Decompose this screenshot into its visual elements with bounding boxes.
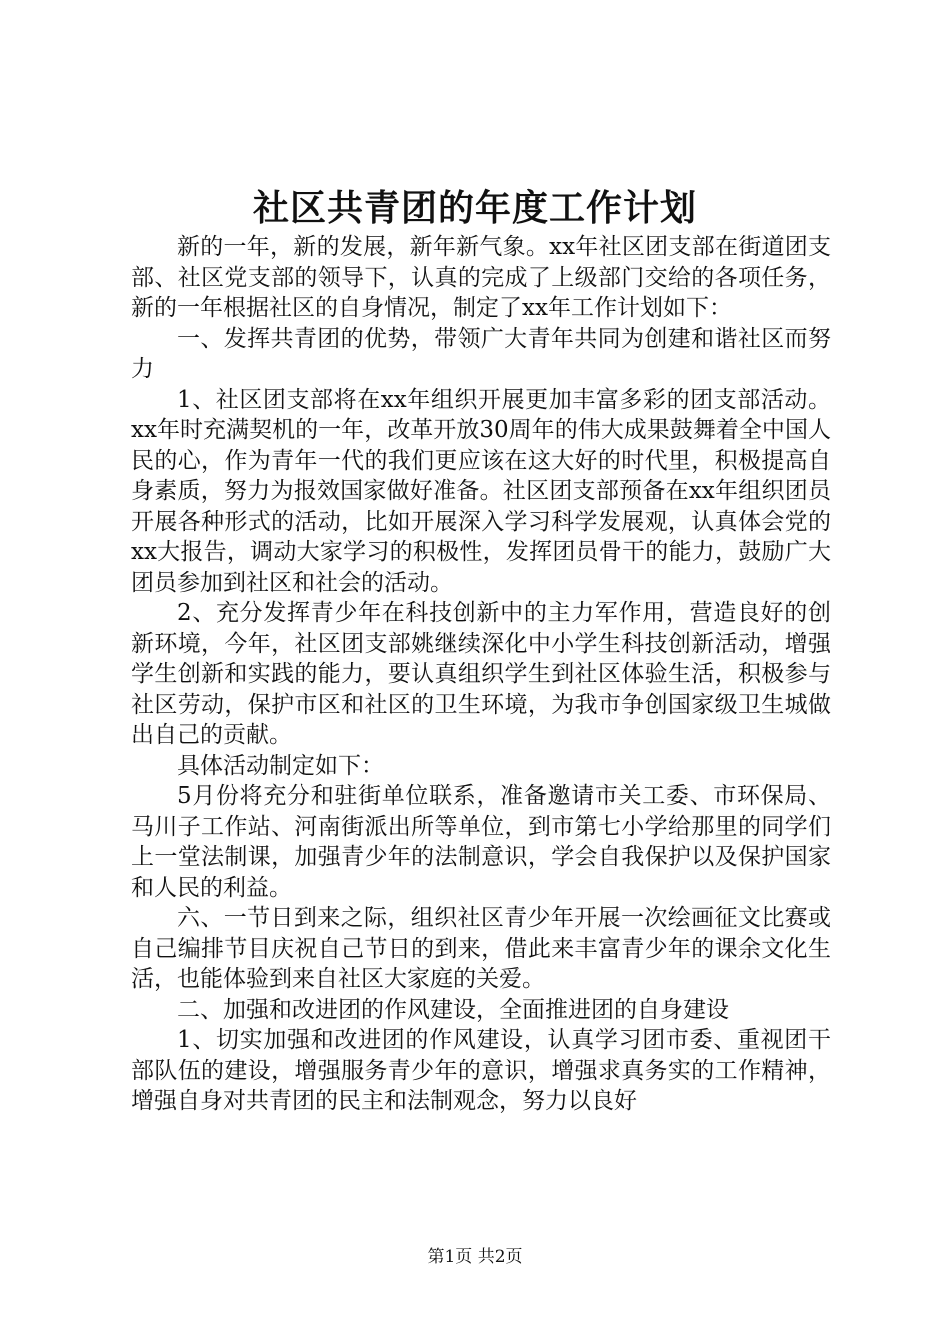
paragraph-activities-heading: 具体活动制定如下：: [177, 752, 384, 779]
paragraph-section-2-heading: 二、加强和改进团的作风建设，全面推进团的自身建设: [177, 996, 729, 1023]
paragraph-section-1-item-2: 2、充分发挥青少年在科技创新中的主力军作用，营造良好的创新环境，今年，社区团支部姚继续深化中小学生科技创新活动，增强学生创新和实践的能力，要认真组织学生到社区体验生活，积极参与社区劳动，保护市区和社区的卫生环境，为我市争创国家级卫生城做出自己的贡献。: [131, 600, 831, 748]
paragraph-section-1-item-1: 1、社区团支部将在xx年组织开展更加丰富多彩的团支部活动。xx年时充满契机的一年，改革开放30周年的伟大成果鼓舞着全中国人民的心，作为青年一代的我们更应该在这大好的时代里，积极提高自身素质，努力为报效国家做好准备。社区团支部预备在xx年组织团员开展各种形式的活动，比如开展深入学习科学发展观，认真体会党的xx大报告，调动大家学习的积极性，发挥团员骨干的能力，鼓励广大团员参加到社区和社会的活动。: [131, 386, 831, 596]
paragraph-section-2-item-1: 1、切实加强和改进团的作风建设，认真学习团市委、重视团干部队伍的建设，增强服务青少年的意识，增强求真务实的工作精神，增强自身对共青团的民主和法制观念，努力以良好: [131, 1027, 831, 1114]
document-title: 社区共青团的年度工作计划: [252, 187, 697, 229]
paragraph-may-activity: 5月份将充分和驻街单位联系，准备邀请市关工委、市环保局、马川子工作站、河南街派出所等单位，到市第七小学给那里的同学们上一堂法制课，加强青少年的法制意识，学会自我保护以及保护国家和人民的利益。: [131, 783, 831, 901]
paragraph-june-activity: 六、一节日到来之际，组织社区青少年开展一次绘画征文比赛或自己编排节目庆祝自己节日的到来，借此来丰富青少年的课余文化生活，也能体验到来自社区大家庭的关爱。: [131, 905, 831, 992]
paragraph-section-1-heading: 一、发挥共青团的优势，带领广大青年共同为创建和谐社区而努力: [131, 325, 831, 382]
paragraph-intro: 新的一年，新的发展，新年新气象。xx年社区团支部在街道团支部、社区党支部的领导下，认真的完成了上级部门交给的各项任务，新的一年根据社区的自身情况，制定了xx年工作计划如下：: [131, 234, 831, 321]
page-footer: 第1页 共2页: [427, 1247, 523, 1267]
document-body: [131, 232, 831, 1117]
